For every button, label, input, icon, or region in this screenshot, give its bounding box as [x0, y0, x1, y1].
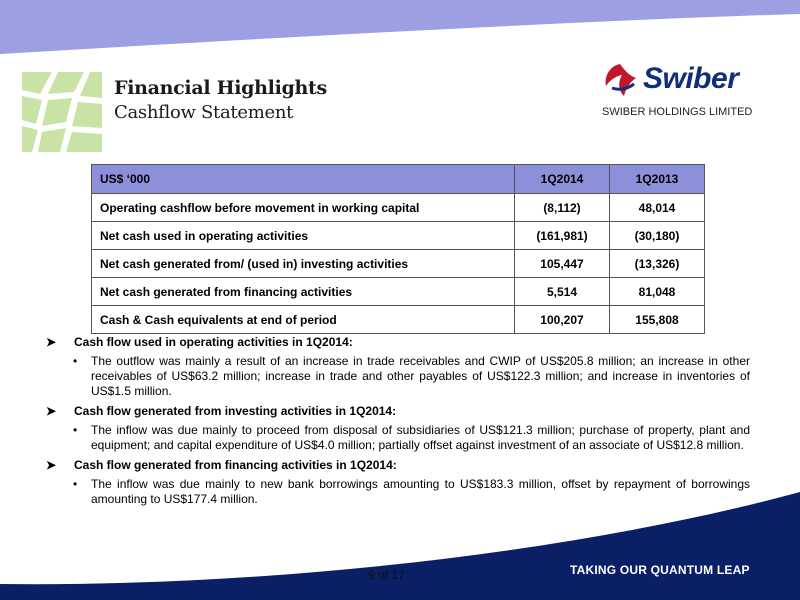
table-cell: Cash & Cash equivalents at end of period — [92, 306, 515, 334]
top-banner — [0, 0, 800, 60]
table-cell: (30,180) — [610, 222, 705, 250]
table-cell: Net cash used in operating activities — [92, 222, 515, 250]
dot-bullet-icon: • — [73, 423, 78, 437]
table-cell: 105,447 — [515, 250, 610, 278]
bullet-paragraph — [46, 477, 750, 507]
bullet-paragraph — [46, 423, 750, 453]
bullet-heading — [46, 403, 750, 419]
table-header-cell: US$ ‘000 — [92, 165, 515, 194]
arrow-bullet-icon: ➤ — [46, 335, 57, 349]
cashflow-commentary — [46, 334, 750, 511]
bullet-paragraph-text: The inflow was due mainly to new bank borrowings amounting to US$183.3 million, offset by repayment of borrowings amounting to US$177.4 million. — [91, 477, 750, 506]
table-row — [92, 250, 705, 278]
table-row — [92, 194, 705, 222]
table-row — [92, 306, 705, 334]
dot-bullet-icon: • — [73, 354, 78, 368]
decorative-mosaic-graphic — [22, 72, 102, 152]
page-number: 9 of 17 — [368, 568, 405, 582]
bullet-heading-text: Cash flow generated from investing activities in 1Q2014: — [74, 404, 397, 418]
arrow-bullet-icon: ➤ — [46, 404, 57, 418]
table-cell: Operating cashflow before movement in working capital — [92, 194, 515, 222]
bullet-heading — [46, 457, 750, 473]
bullet-paragraph-text: The outflow was mainly a result of an increase in trade receivables and CWIP of US$205.8 million; an increase in other receivables of US$63.2 million; increase in trade and other payables of US$122.3 million; and increase in inventories of US$1.5 million. — [91, 354, 750, 398]
table-cell: (13,326) — [610, 250, 705, 278]
slide-title-block — [114, 76, 327, 126]
table-cell: (8,112) — [515, 194, 610, 222]
table-cell: Net cash generated from financing activities — [92, 278, 515, 306]
slide-subtitle: Cashflow Statement — [114, 102, 294, 123]
company-name: SWIBER HOLDINGS LIMITED — [602, 106, 753, 118]
bullet-paragraph — [46, 354, 750, 399]
table-cell: 5,514 — [515, 278, 610, 306]
dot-bullet-icon: • — [73, 477, 78, 491]
bullet-heading-text: Cash flow generated from financing activities in 1Q2014: — [74, 458, 397, 472]
arrow-bullet-icon: ➤ — [46, 458, 57, 472]
table-cell: 155,808 — [610, 306, 705, 334]
table-cell: (161,981) — [515, 222, 610, 250]
bullet-heading — [46, 334, 750, 350]
table-cell: 48,014 — [610, 194, 705, 222]
bullet-paragraph-text: The inflow was due mainly to proceed from disposal of subsidiaries of US$121.3 million; purchase of property, plant and equipment; and capital expenditure of US$4.0 million; partially offset against investment of an associate of US$12.8 million. — [91, 423, 750, 452]
table-cell: 81,048 — [610, 278, 705, 306]
table-header-cell: 1Q2014 — [515, 165, 610, 194]
table-header-cell: 1Q2013 — [610, 165, 705, 194]
table-header-row — [92, 165, 705, 194]
table-cell: 100,207 — [515, 306, 610, 334]
table-row — [92, 278, 705, 306]
table-cell: Net cash generated from/ (used in) investing activities — [92, 250, 515, 278]
company-logo-text: Swiber — [643, 62, 739, 95]
slide-title: Financial Highlights — [114, 77, 327, 99]
table-row — [92, 222, 705, 250]
cashflow-table — [91, 164, 705, 334]
bullet-heading-text: Cash flow used in operating activities in 1Q2014: — [74, 335, 353, 349]
footer-tagline: TAKING OUR QUANTUM LEAP — [570, 563, 750, 577]
